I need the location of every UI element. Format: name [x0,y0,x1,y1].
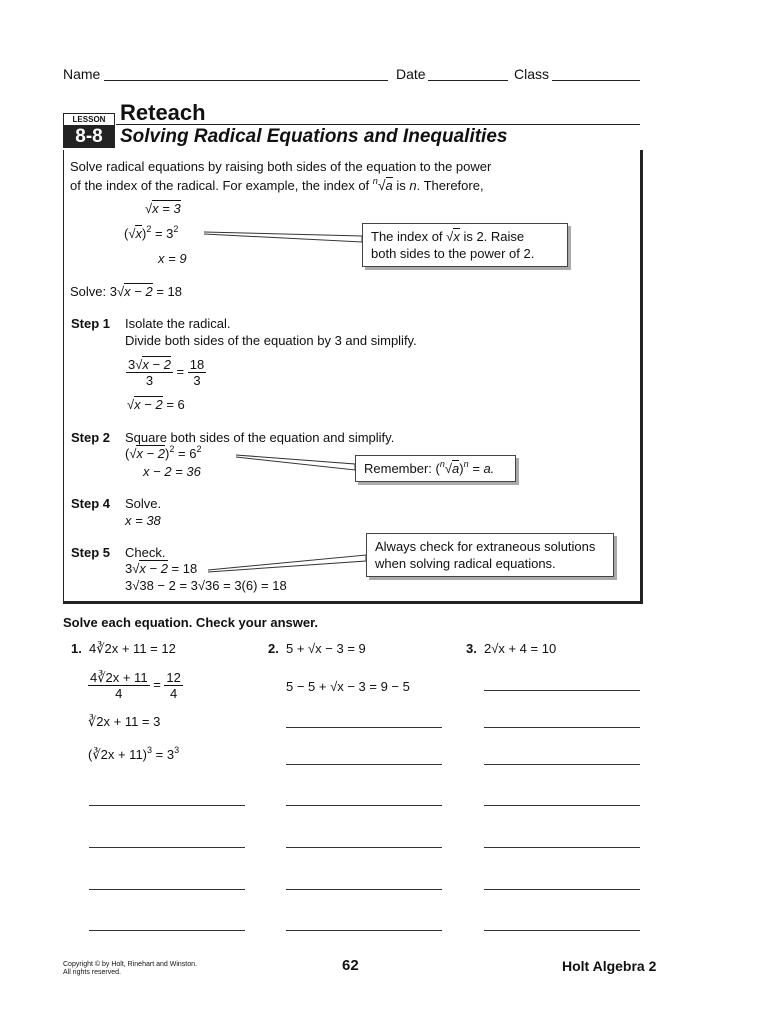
example-eq3: x = 9 [158,251,187,266]
step1-result: √x − 2 = 6 [127,397,185,412]
step5-text: Check. [125,545,166,560]
p1-answer-line[interactable] [89,930,245,931]
problem2-number: 2. [268,641,279,656]
callout-pointer-2 [236,455,355,470]
p2-answer-line[interactable] [286,727,442,728]
lesson-tag: LESSON [63,113,115,126]
step1-fraction-eq: $\frac{3√x - 2}{3}$ = $\frac{18}{3}$ [128,357,205,388]
p3-answer-line[interactable] [484,727,640,728]
p1-answer-line[interactable] [89,805,245,806]
lesson-number: 8-8 [63,126,115,148]
solve-intro: Solve: 3√x − 2 = 18 [70,284,182,299]
p2-answer-line[interactable] [286,847,442,848]
p3-answer-line[interactable] [484,847,640,848]
p2-answer-line[interactable] [286,805,442,806]
problem3-number: 3. [466,641,477,656]
p3-answer-line[interactable] [484,764,640,765]
name-label: Name [63,66,101,82]
example-eq2: $(√x)^2 = 3^2$ [124,224,179,241]
p3-answer-line[interactable] [484,805,640,806]
problem1-step3: (∛2x + $11)^3 = 3^3$ [88,745,180,762]
step1-text2: Divide both sides of the equation by 3 and simplify. [125,333,417,348]
step2-eq2: x − 2 = 36 [143,464,201,479]
step5-eq2: 3√38 − 2 = 3√36 = 3(6) = 18 [125,578,287,593]
lesson-title: Solving Radical Equations and Inequalities [120,126,508,147]
intro-line2: of the index of the radical. For example, the index of $^n$√a is n. Therefore, [70,176,484,193]
exercises-heading: Solve each equation. Check your answer. [63,615,319,630]
p2-answer-line[interactable] [286,764,442,765]
callout-pointer-1 [204,232,362,242]
book-title: Holt Algebra 2 [562,958,657,974]
step2-label: Step 2 [71,430,111,445]
problem3-equation: 2√x + 4 = 10 [484,641,557,656]
extraneous-callout: Always check for extraneous solutions when solving radical equations. [366,533,614,577]
page-number: 62 [342,957,359,974]
copyright: Copyright © by Holt, Rinehart and Winston. All rights reserved. [63,961,197,976]
p2-answer-line[interactable] [286,930,442,931]
step5-eq1: 3√x − 2 = 18 [125,561,198,576]
step2-text: Square both sides of the equation and simplify. [125,430,395,445]
p1-answer-line[interactable] [89,847,245,848]
intro-line1: Solve radical equations by raising both sides of the equation to the power [70,159,492,174]
index-callout: The index of √x is 2. Raise both sides to the power of 2. [362,223,568,267]
problem2-step1: 5 − 5 + √x − 3 = 9 − 5 [286,679,410,694]
step4-text: Solve. [125,496,162,511]
step5-label: Step 5 [71,545,111,560]
p3-answer-line[interactable] [484,930,640,931]
step4-eq: x = 38 [125,513,161,528]
class-label: Class [514,66,550,82]
p2-answer-line[interactable] [286,889,442,890]
callout-pointer-3 [208,555,366,572]
problem1-step2: ∛2x + 11 = 3 [88,714,161,729]
problem1-number: 1. [71,641,82,656]
p3-answer-line[interactable] [484,889,640,890]
remember-callout: Remember: $(^n√a)^n = a$. [355,455,516,482]
step1-label: Step 1 [71,316,111,331]
problem1-step1: $\frac{4∛2x + 11}{4}$ = $\frac{12}{4}$ [90,670,181,701]
problem1-equation: 4∛2x + 11 = 12 [89,641,176,656]
date-label: Date [396,66,426,82]
example-eq1: √x = 3 [145,201,181,216]
step1-text1: Isolate the radical. [125,316,231,331]
lesson-kicker: Reteach [120,100,206,125]
problem2-equation: 5 + √x − 3 = 9 [286,641,366,656]
p1-answer-line[interactable] [89,889,245,890]
p3-answer-line[interactable] [484,690,640,691]
step2-eq1: $(√x - 2)^2 = 6^2$ [125,444,202,461]
step4-label: Step 4 [71,496,111,511]
